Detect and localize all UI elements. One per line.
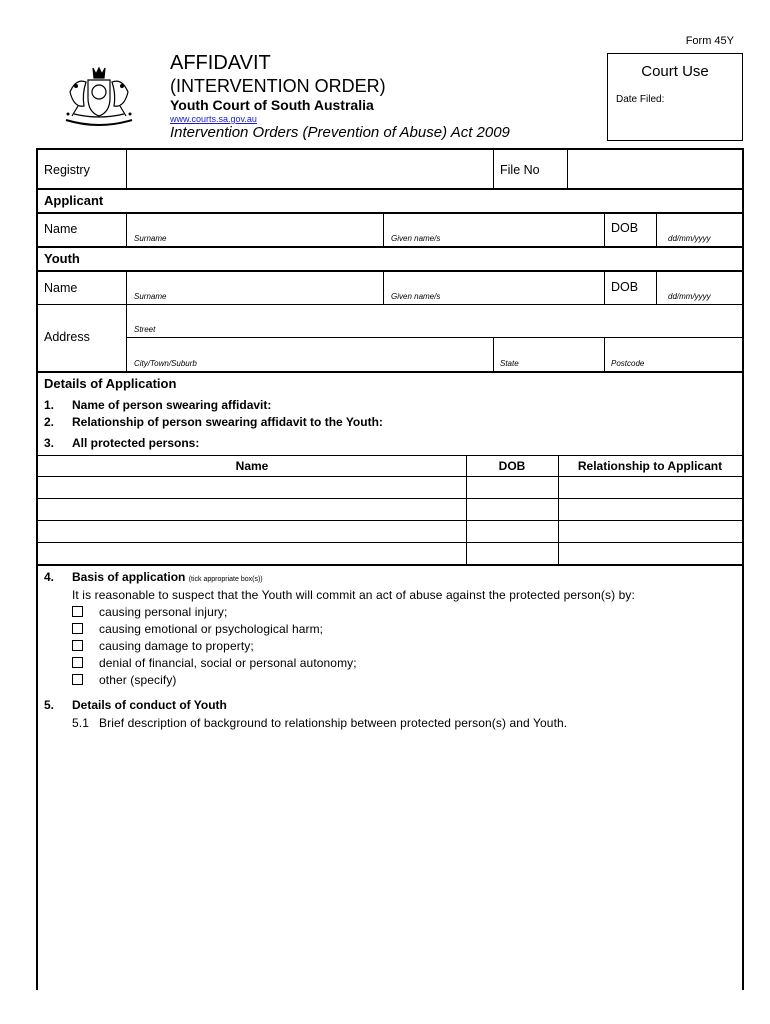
conduct-description-field[interactable] xyxy=(68,736,738,986)
details-heading: Details of Application xyxy=(44,376,177,391)
q2-answer-field[interactable] xyxy=(416,413,738,429)
youth-city-hint: City/Town/Suburb xyxy=(134,359,197,368)
table-row[interactable] xyxy=(38,543,742,564)
table-header-name: Name xyxy=(235,459,269,473)
youth-street-field[interactable] xyxy=(127,305,742,337)
date-filed-label: Date Filed: xyxy=(616,94,665,105)
conduct-sub-number: 5.1 xyxy=(72,716,89,730)
youth-street-hint: Street xyxy=(134,325,156,334)
registry-label: Registry xyxy=(44,163,90,177)
coat-of-arms-logo xyxy=(60,62,138,132)
applicant-heading: Applicant xyxy=(44,193,104,208)
act-name: Intervention Orders (Prevention of Abuse) Act 2009 xyxy=(170,124,510,141)
checkbox-emotional-harm[interactable] xyxy=(72,623,83,634)
conduct-sub-text: Brief description of background to relationship between protected person(s) and Youth. xyxy=(99,716,568,730)
file-no-label: File No xyxy=(500,163,540,177)
form-title: AFFIDAVIT xyxy=(170,52,271,74)
court-use-box xyxy=(607,53,743,141)
court-use-title: Court Use xyxy=(641,63,709,80)
option-autonomy: denial of financial, social or personal autonomy; xyxy=(99,656,357,670)
basis-intro: It is reasonable to suspect that the Youth will commit an act of abuse against the protected person(s) by: xyxy=(72,588,635,602)
q3-text: All protected persons: xyxy=(72,436,200,450)
option-personal-injury: causing personal injury; xyxy=(99,605,228,619)
youth-state-hint: State xyxy=(500,359,519,368)
conduct-number: 5. xyxy=(44,698,55,712)
table-header-dob: DOB xyxy=(498,459,526,473)
applicant-surname-hint: Surname xyxy=(134,234,167,243)
youth-name-label: Name xyxy=(44,281,78,295)
option-emotional-harm: causing emotional or psychological harm; xyxy=(99,622,324,636)
checkbox-other[interactable] xyxy=(72,674,83,685)
basis-title: Basis of application (tick appropriate box(s)) xyxy=(72,570,263,584)
basis-number: 4. xyxy=(44,570,55,584)
form-body xyxy=(36,148,744,990)
youth-given-hint: Given name/s xyxy=(391,292,441,301)
table-row[interactable] xyxy=(38,521,742,542)
q2-text: Relationship of person swearing affidavit to the Youth: xyxy=(72,415,383,429)
youth-heading: Youth xyxy=(44,251,80,266)
applicant-given-hint: Given name/s xyxy=(391,234,441,243)
file-no-field[interactable] xyxy=(568,150,742,188)
youth-postcode-hint: Postcode xyxy=(611,359,645,368)
basis-hint: (tick appropriate box(s)) xyxy=(188,576,263,583)
youth-dob-hint: dd/mm/yyyy xyxy=(668,292,711,301)
q1-text: Name of person swearing affidavit: xyxy=(72,398,272,412)
checkbox-property-damage[interactable] xyxy=(72,640,83,651)
applicant-dob-label: DOB xyxy=(611,221,639,235)
registry-field[interactable] xyxy=(127,150,493,188)
table-row[interactable] xyxy=(38,499,742,520)
court-name: Youth Court of South Australia xyxy=(170,97,374,113)
option-other: other (specify) xyxy=(99,673,177,687)
applicant-dob-hint: dd/mm/yyyy xyxy=(668,234,711,243)
table-header-relationship: Relationship to Applicant xyxy=(577,459,723,473)
q1-answer-field[interactable] xyxy=(298,396,738,412)
youth-surname-hint: Surname xyxy=(134,292,167,301)
form-subtitle: (INTERVENTION ORDER) xyxy=(170,76,386,96)
conduct-title: Details of conduct of Youth xyxy=(72,698,227,712)
youth-dob-label: DOB xyxy=(611,280,639,294)
option-property-damage: causing damage to property; xyxy=(99,639,254,653)
table-row[interactable] xyxy=(38,477,742,498)
youth-address-label: Address xyxy=(44,330,90,344)
q1-number: 1. xyxy=(44,398,55,412)
q3-number: 3. xyxy=(44,436,55,450)
website-link[interactable]: www.courts.sa.gov.au xyxy=(170,114,257,124)
checkbox-autonomy[interactable] xyxy=(72,657,83,668)
form-number: Form 45Y xyxy=(685,35,734,47)
applicant-name-label: Name xyxy=(44,222,78,236)
q2-number: 2. xyxy=(44,415,55,429)
checkbox-personal-injury[interactable] xyxy=(72,606,83,617)
